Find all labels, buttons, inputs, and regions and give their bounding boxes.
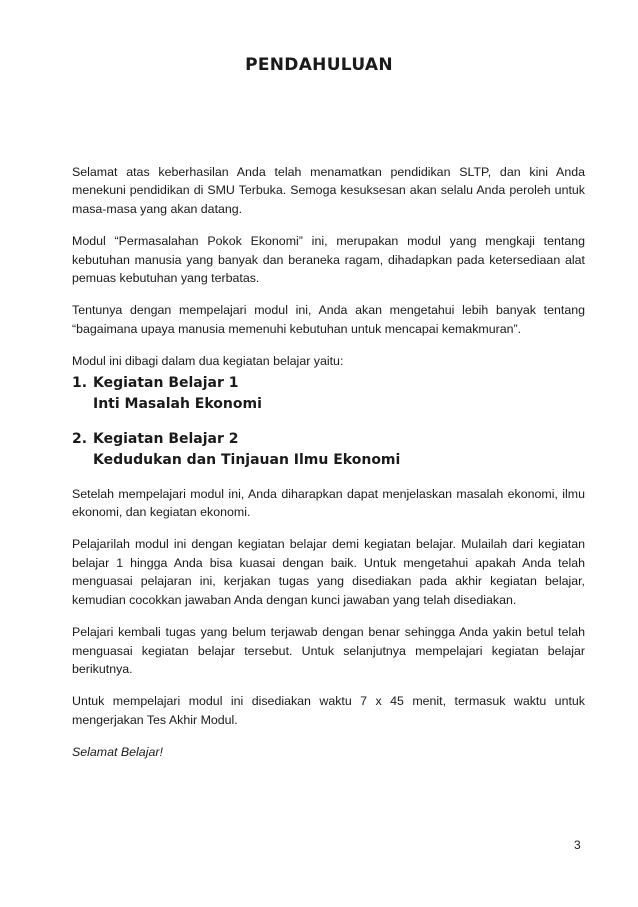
closing-greeting: Selamat Belajar! (72, 745, 163, 760)
activity-heading: Kegiatan Belajar 2 (93, 430, 239, 447)
paragraph-review-instructions: Pelajari kembali tugas yang belum terjawab dengan benar sehingga Anda yakin betul telah menguasai kegiatan belajar tersebut. Untuk selanjutnya mempelajari kegiatan belajar berikutnya. (72, 625, 585, 676)
activity-subtitle: Kedudukan dan Tinjauan Ilmu Ekonomi (93, 451, 401, 468)
page-number: 3 (574, 838, 581, 852)
activity-number: 2. (72, 430, 88, 447)
page-title: PENDAHULUAN (245, 55, 393, 75)
page-content (72, 163, 585, 762)
paragraph-objective: Setelah mempelajari modul ini, Anda diharapkan dapat menjelaskan masalah ekonomi, ilmu ekonomi, dan kegiatan ekonomi. (72, 486, 585, 520)
activity-list (72, 373, 585, 471)
paragraph-module-structure: Modul ini dibagi dalam dua kegiatan belajar yaitu: (72, 354, 344, 369)
activity-item-2 (72, 429, 585, 471)
paragraph-time-allocation: Untuk mempelajari modul ini disediakan waktu 7 x 45 menit, termasuk waktu untuk mengerjakan Tes Akhir Modul. (72, 694, 585, 727)
paragraph-study-instructions: Pelajarilah modul ini dengan kegiatan belajar demi kegiatan belajar. Mulailah dari kegiatan belajar 1 hingga Anda bisa kuasai dengan baik. Untuk mengetahui apakah Anda telah menguasai pelajaran ini, kerjakan tugas yang disediakan pada akhir kegiatan belajar, kemudian cocokkan jawaban Anda dengan kunci jawaban yang telah disediakan. (72, 537, 585, 607)
activity-heading: Kegiatan Belajar 1 (93, 374, 239, 391)
paragraph-intro: Selamat atas keberhasilan Anda telah menamatkan pendidikan SLTP, dan kini Anda menekuni pendidikan di SMU Terbuka. Semoga kesuksesan akan selalu Anda peroleh untuk masa-masa yang akan datang. (72, 165, 585, 216)
activity-subtitle: Inti Masalah Ekonomi (93, 395, 262, 412)
paragraph-module-description: Modul “Permasalahan Pokok Ekonomi” ini, merupakan modul yang mengkaji tentang kebutuhan manusia yang banyak dan beraneka ragam, dihadapkan pada ketersediaan alat pemuas kebutuhan yang terbatas. (72, 234, 585, 286)
activity-number: 1. (72, 374, 88, 391)
paragraph-module-benefit: Tentunya dengan mempelajari modul ini, Anda akan mengetahui lebih banyak tentang “bagaimana upaya manusia memenuhi kebutuhan untuk mencapai kemakmuran”. (72, 303, 585, 336)
activity-item-1 (72, 373, 585, 415)
